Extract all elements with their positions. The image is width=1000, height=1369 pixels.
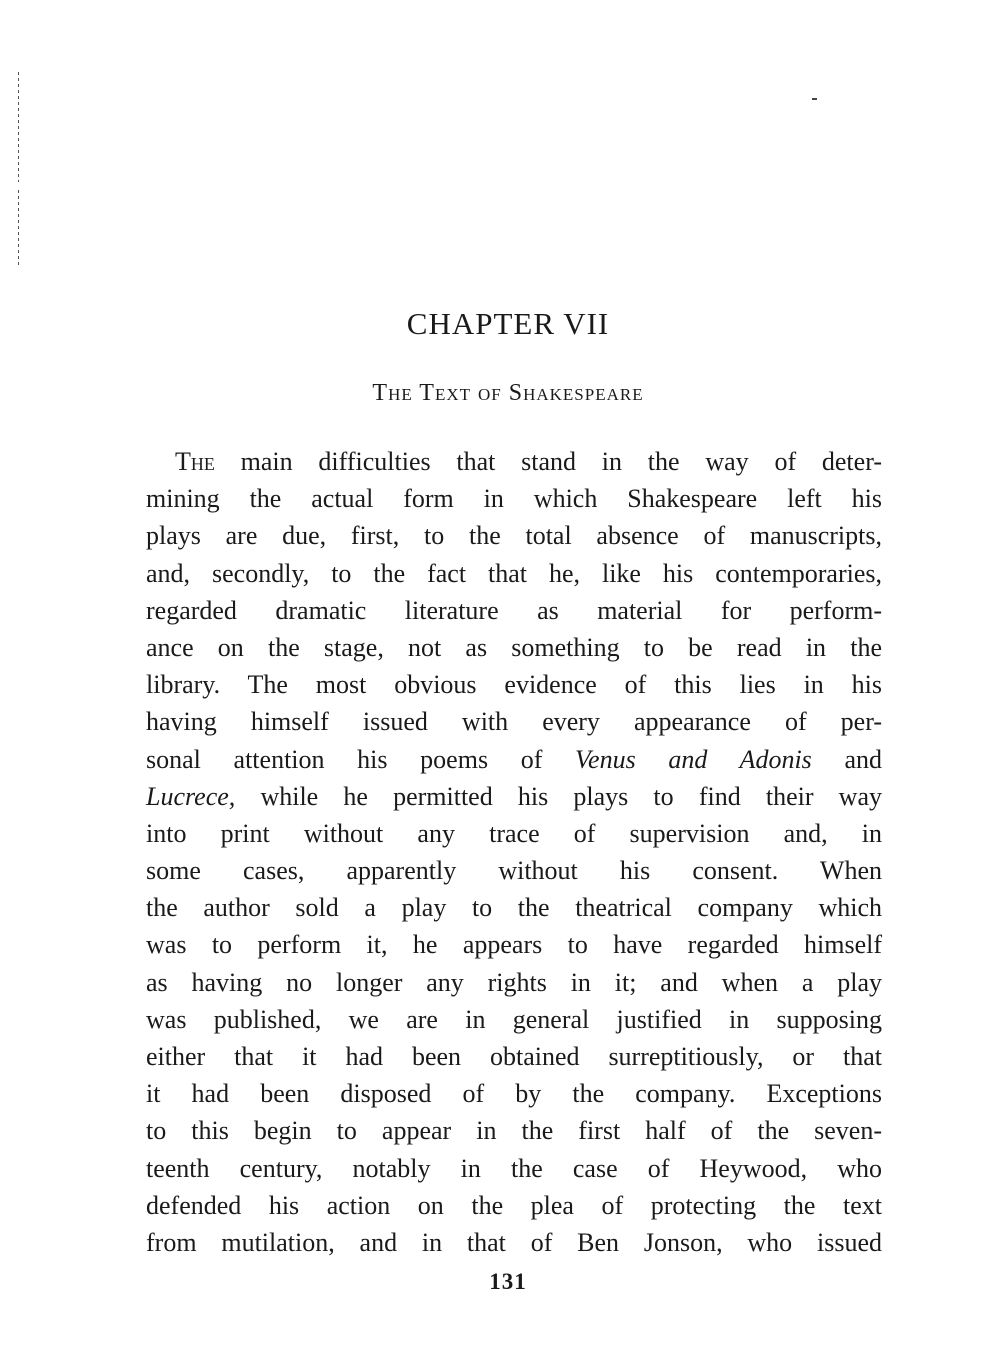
page-number: 131 xyxy=(489,1269,527,1294)
chapter-subtitle: The Text of Shakespeare xyxy=(372,380,644,406)
text-line xyxy=(146,778,882,815)
chapter-heading: CHAPTER VII xyxy=(406,306,610,341)
scan-speck xyxy=(812,98,817,100)
text-line: was to perform it, he appears to have regarded himself xyxy=(146,930,882,960)
text-line: the author sold a play to the theatrical company which xyxy=(146,893,882,923)
text-line: regarded dramatic literature as material for perform- xyxy=(146,595,882,625)
text-line: either that it had been obtained surreptitiously, or that xyxy=(146,1042,882,1071)
text-fragment: sonal attention his poems of xyxy=(146,744,576,774)
text-line: into print without any trace of supervision and, in xyxy=(146,818,882,848)
text-line: it had been disposed of by the company. Exceptions xyxy=(146,1079,882,1109)
text-line: ance on the stage, not as something to be read in the xyxy=(146,632,882,662)
italic-title: Venus and Adonis xyxy=(575,744,812,774)
text-line: having himself issued with every appearance of per- xyxy=(146,707,882,737)
text-line xyxy=(146,443,882,480)
text-line: plays are due, first, to the total absence of manuscripts, xyxy=(146,521,882,551)
text-fragment: and xyxy=(811,744,882,774)
italic-title: Lucrece, xyxy=(146,781,236,811)
text-line: to this begin to appear in the first half of the seven- xyxy=(146,1116,882,1146)
text-fragment: while he permitted his plays to find their way xyxy=(235,781,882,811)
scan-edge-mark-upper xyxy=(18,72,19,182)
body-text xyxy=(146,443,882,1261)
text-line: mining the actual form in which Shakespeare left his xyxy=(146,484,882,514)
text-line: from mutilation, and in that of Ben Jonson, who issued xyxy=(146,1227,882,1257)
text-line: as having no longer any rights in it; and when a play xyxy=(146,967,882,997)
text-line: was published, we are in general justified in supposing xyxy=(146,1004,882,1034)
text-fragment: main difficulties that stand in the way of deter- xyxy=(214,447,882,476)
scan-edge-mark-lower xyxy=(18,190,19,268)
text-line: teenth century, notably in the case of Heywood, who xyxy=(146,1153,882,1183)
text-line xyxy=(146,741,882,778)
text-line: defended his action on the plea of protecting the text xyxy=(146,1190,882,1220)
text-line: library. The most obvious evidence of this lies in his xyxy=(146,670,882,700)
text-line: and, secondly, to the fact that he, like his contemporaries, xyxy=(146,558,882,588)
opening-word: The xyxy=(175,447,215,476)
text-line: some cases, apparently without his consent. When xyxy=(146,856,882,886)
